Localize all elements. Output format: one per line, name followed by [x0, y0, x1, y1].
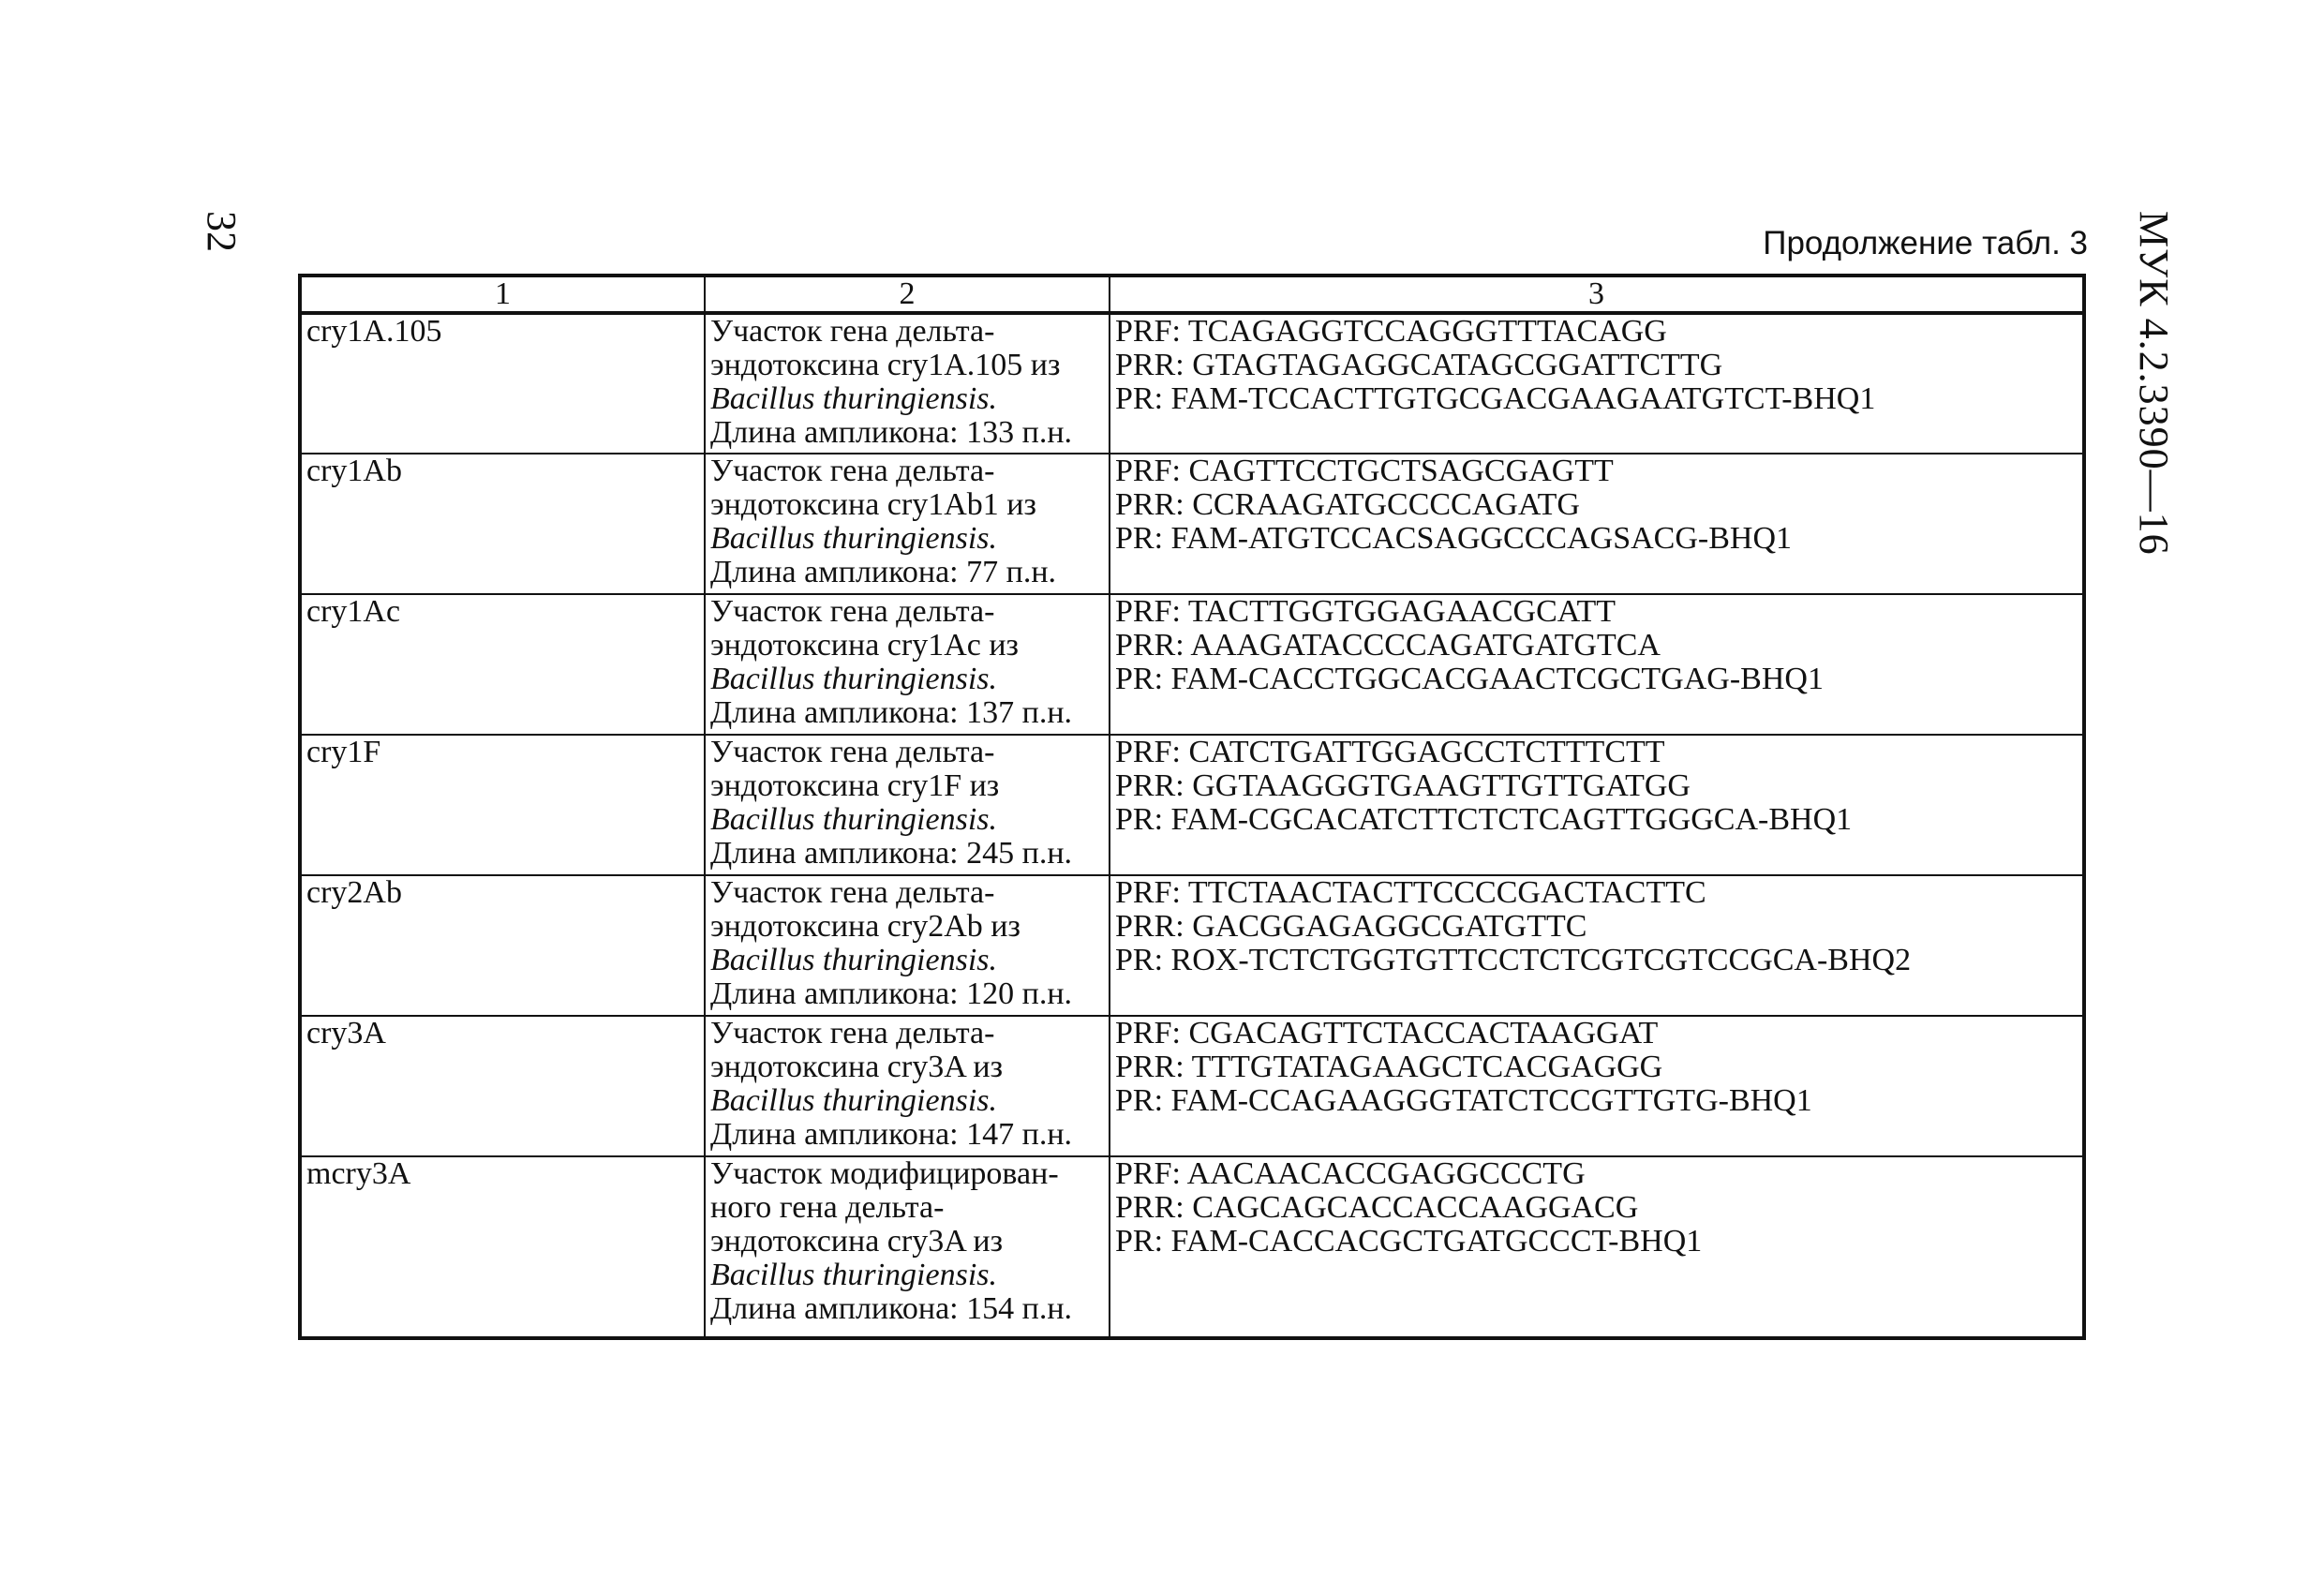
reverse-primer: PRR: CCRAAGATGCCCCAGATG: [1115, 487, 1580, 522]
column-header-2: 2: [705, 276, 1110, 313]
organism-name: Bacillus thuringiensis.: [710, 662, 997, 696]
description-line: Участок гена дельта-: [710, 594, 995, 629]
description-line: эндотоксина cry1A.105 из: [710, 348, 1061, 382]
amplicon-length: Длина ампликона: 77 п.н.: [710, 555, 1057, 589]
column-header-3: 3: [1110, 276, 2084, 313]
organism-name: Bacillus thuringiensis.: [710, 381, 997, 416]
gene-cell: cry1Ab: [300, 454, 705, 594]
organism-name: Bacillus thuringiensis.: [710, 943, 997, 977]
table-caption: Продолжение табл. 3: [1763, 225, 2088, 261]
probe: PR: FAM-TCCACTTGTGCGACGAAGAATGTCT-BHQ1: [1115, 381, 1876, 416]
reverse-primer: PRR: TTTGTATAGAAGCTCACGAGGG: [1115, 1050, 1663, 1084]
primers-cell: [1110, 1016, 2084, 1156]
reverse-primer: PRR: CAGCAGCACCACCAAGGACG: [1115, 1190, 1639, 1225]
description-line: эндотоксина cry1F из: [710, 768, 1000, 803]
probe: PR: FAM-CACCTGGCACGAACTCGCTGAG-BHQ1: [1115, 662, 1824, 696]
description-cell: [705, 454, 1110, 594]
table-row: [300, 1016, 2084, 1156]
page-number: 32: [199, 211, 245, 252]
forward-primer: PRF: AACAACACCGAGGCCCTG: [1115, 1156, 1586, 1191]
forward-primer: PRF: TACTTGGTGGAGAACGCATT: [1115, 594, 1616, 629]
amplicon-length: Длина ампликона: 137 п.н.: [710, 695, 1073, 730]
primers-cell: [1110, 454, 2084, 594]
description-cell: [705, 1156, 1110, 1338]
description-line: эндотоксина cry2Ab из: [710, 909, 1020, 944]
reverse-primer: PRR: GACGGAGAGGCGATGTTC: [1115, 909, 1587, 944]
forward-primer: PRF: CAGTTCCTGCTSAGCGAGTT: [1115, 454, 1614, 488]
table-row: [300, 313, 2084, 454]
description-line: Участок гена дельта-: [710, 314, 995, 349]
organism-name: Bacillus thuringiensis.: [710, 802, 997, 837]
description-cell: [705, 735, 1110, 875]
table-row: [300, 454, 2084, 594]
reverse-primer: PRR: AAAGATACCCCAGATGATGTCA: [1115, 628, 1661, 663]
gene-cell: cry1Ac: [300, 594, 705, 735]
table-row: [300, 735, 2084, 875]
forward-primer: PRF: CGACAGTTCTACCACTAAGGAT: [1115, 1016, 1659, 1050]
probe: PR: FAM-CCAGAAGGGTATCTCCGTTGTG-BHQ1: [1115, 1083, 1812, 1118]
gene-cell: cry2Ab: [300, 875, 705, 1016]
table-row: [300, 875, 2084, 1016]
primers-cell: [1110, 875, 2084, 1016]
forward-primer: PRF: CATCTGATTGGAGCCTCTTTCTT: [1115, 735, 1665, 769]
amplicon-length: Длина ампликона: 120 п.н.: [710, 976, 1073, 1011]
probe: PR: ROX-TCTCTGGTGTTCCTCTCGTCGTCCGCA-BHQ2: [1115, 943, 1912, 977]
amplicon-length: Длина ампликона: 133 п.н.: [710, 415, 1073, 450]
header-row: [300, 276, 2084, 313]
description-line: Участок гена дельта-: [710, 454, 995, 488]
description-line: эндотоксина cry3A из: [710, 1224, 1004, 1259]
primers-cell: [1110, 735, 2084, 875]
probe: PR: FAM-CACCACGCTGATGCCCT-BHQ1: [1115, 1224, 1703, 1259]
primer-table: [298, 274, 2086, 1340]
description-line: эндотоксина cry3A из: [710, 1050, 1004, 1084]
organism-name: Bacillus thuringiensis.: [710, 1258, 997, 1292]
reverse-primer: PRR: GTAGTAGAGGCATAGCGGATTCTTG: [1115, 348, 1723, 382]
description-line: эндотоксина cry1Ab1 из: [710, 487, 1036, 522]
description-cell: [705, 1016, 1110, 1156]
organism-name: Bacillus thuringiensis.: [710, 521, 997, 556]
forward-primer: PRF: TCAGAGGTCCAGGGTTTACAGG: [1115, 314, 1667, 349]
description-cell: [705, 875, 1110, 1016]
table-row: [300, 594, 2084, 735]
description-line: Участок гена дельта-: [710, 735, 995, 769]
gene-cell: cry3A: [300, 1016, 705, 1156]
reverse-primer: PRR: GGTAAGGGTGAAGTTGTTGATGG: [1115, 768, 1691, 803]
primers-cell: [1110, 1156, 2084, 1338]
column-header-1: 1: [300, 276, 705, 313]
description-line: ного гена дельта-: [710, 1190, 945, 1225]
forward-primer: PRF: TTCTAACTACTTCCCCGACTACTTC: [1115, 875, 1706, 910]
description-line: Участок гена дельта-: [710, 1016, 995, 1050]
document-code: МУК 4.2.3390—16: [2131, 211, 2177, 556]
probe: PR: FAM-CGCACATCTTCTCTCAGTTGGGCA-BHQ1: [1115, 802, 1853, 837]
description-line: Участок модифицирован-: [710, 1156, 1059, 1191]
gene-cell: cry1A.105: [300, 313, 705, 454]
description-cell: [705, 594, 1110, 735]
table-row: [300, 1156, 2084, 1338]
organism-name: Bacillus thuringiensis.: [710, 1083, 997, 1118]
gene-cell: cry1F: [300, 735, 705, 875]
probe: PR: FAM-ATGTCCACSAGGCCCAGSACG-BHQ1: [1115, 521, 1793, 556]
description-line: эндотоксина cry1Ac из: [710, 628, 1019, 663]
primers-cell: [1110, 313, 2084, 454]
amplicon-length: Длина ампликона: 245 п.н.: [710, 836, 1073, 871]
amplicon-length: Длина ампликона: 154 п.н.: [710, 1291, 1073, 1326]
description-cell: [705, 313, 1110, 454]
amplicon-length: Длина ампликона: 147 п.н.: [710, 1117, 1073, 1152]
gene-cell: mcry3A: [300, 1156, 705, 1338]
description-line: Участок гена дельта-: [710, 875, 995, 910]
primers-cell: [1110, 594, 2084, 735]
